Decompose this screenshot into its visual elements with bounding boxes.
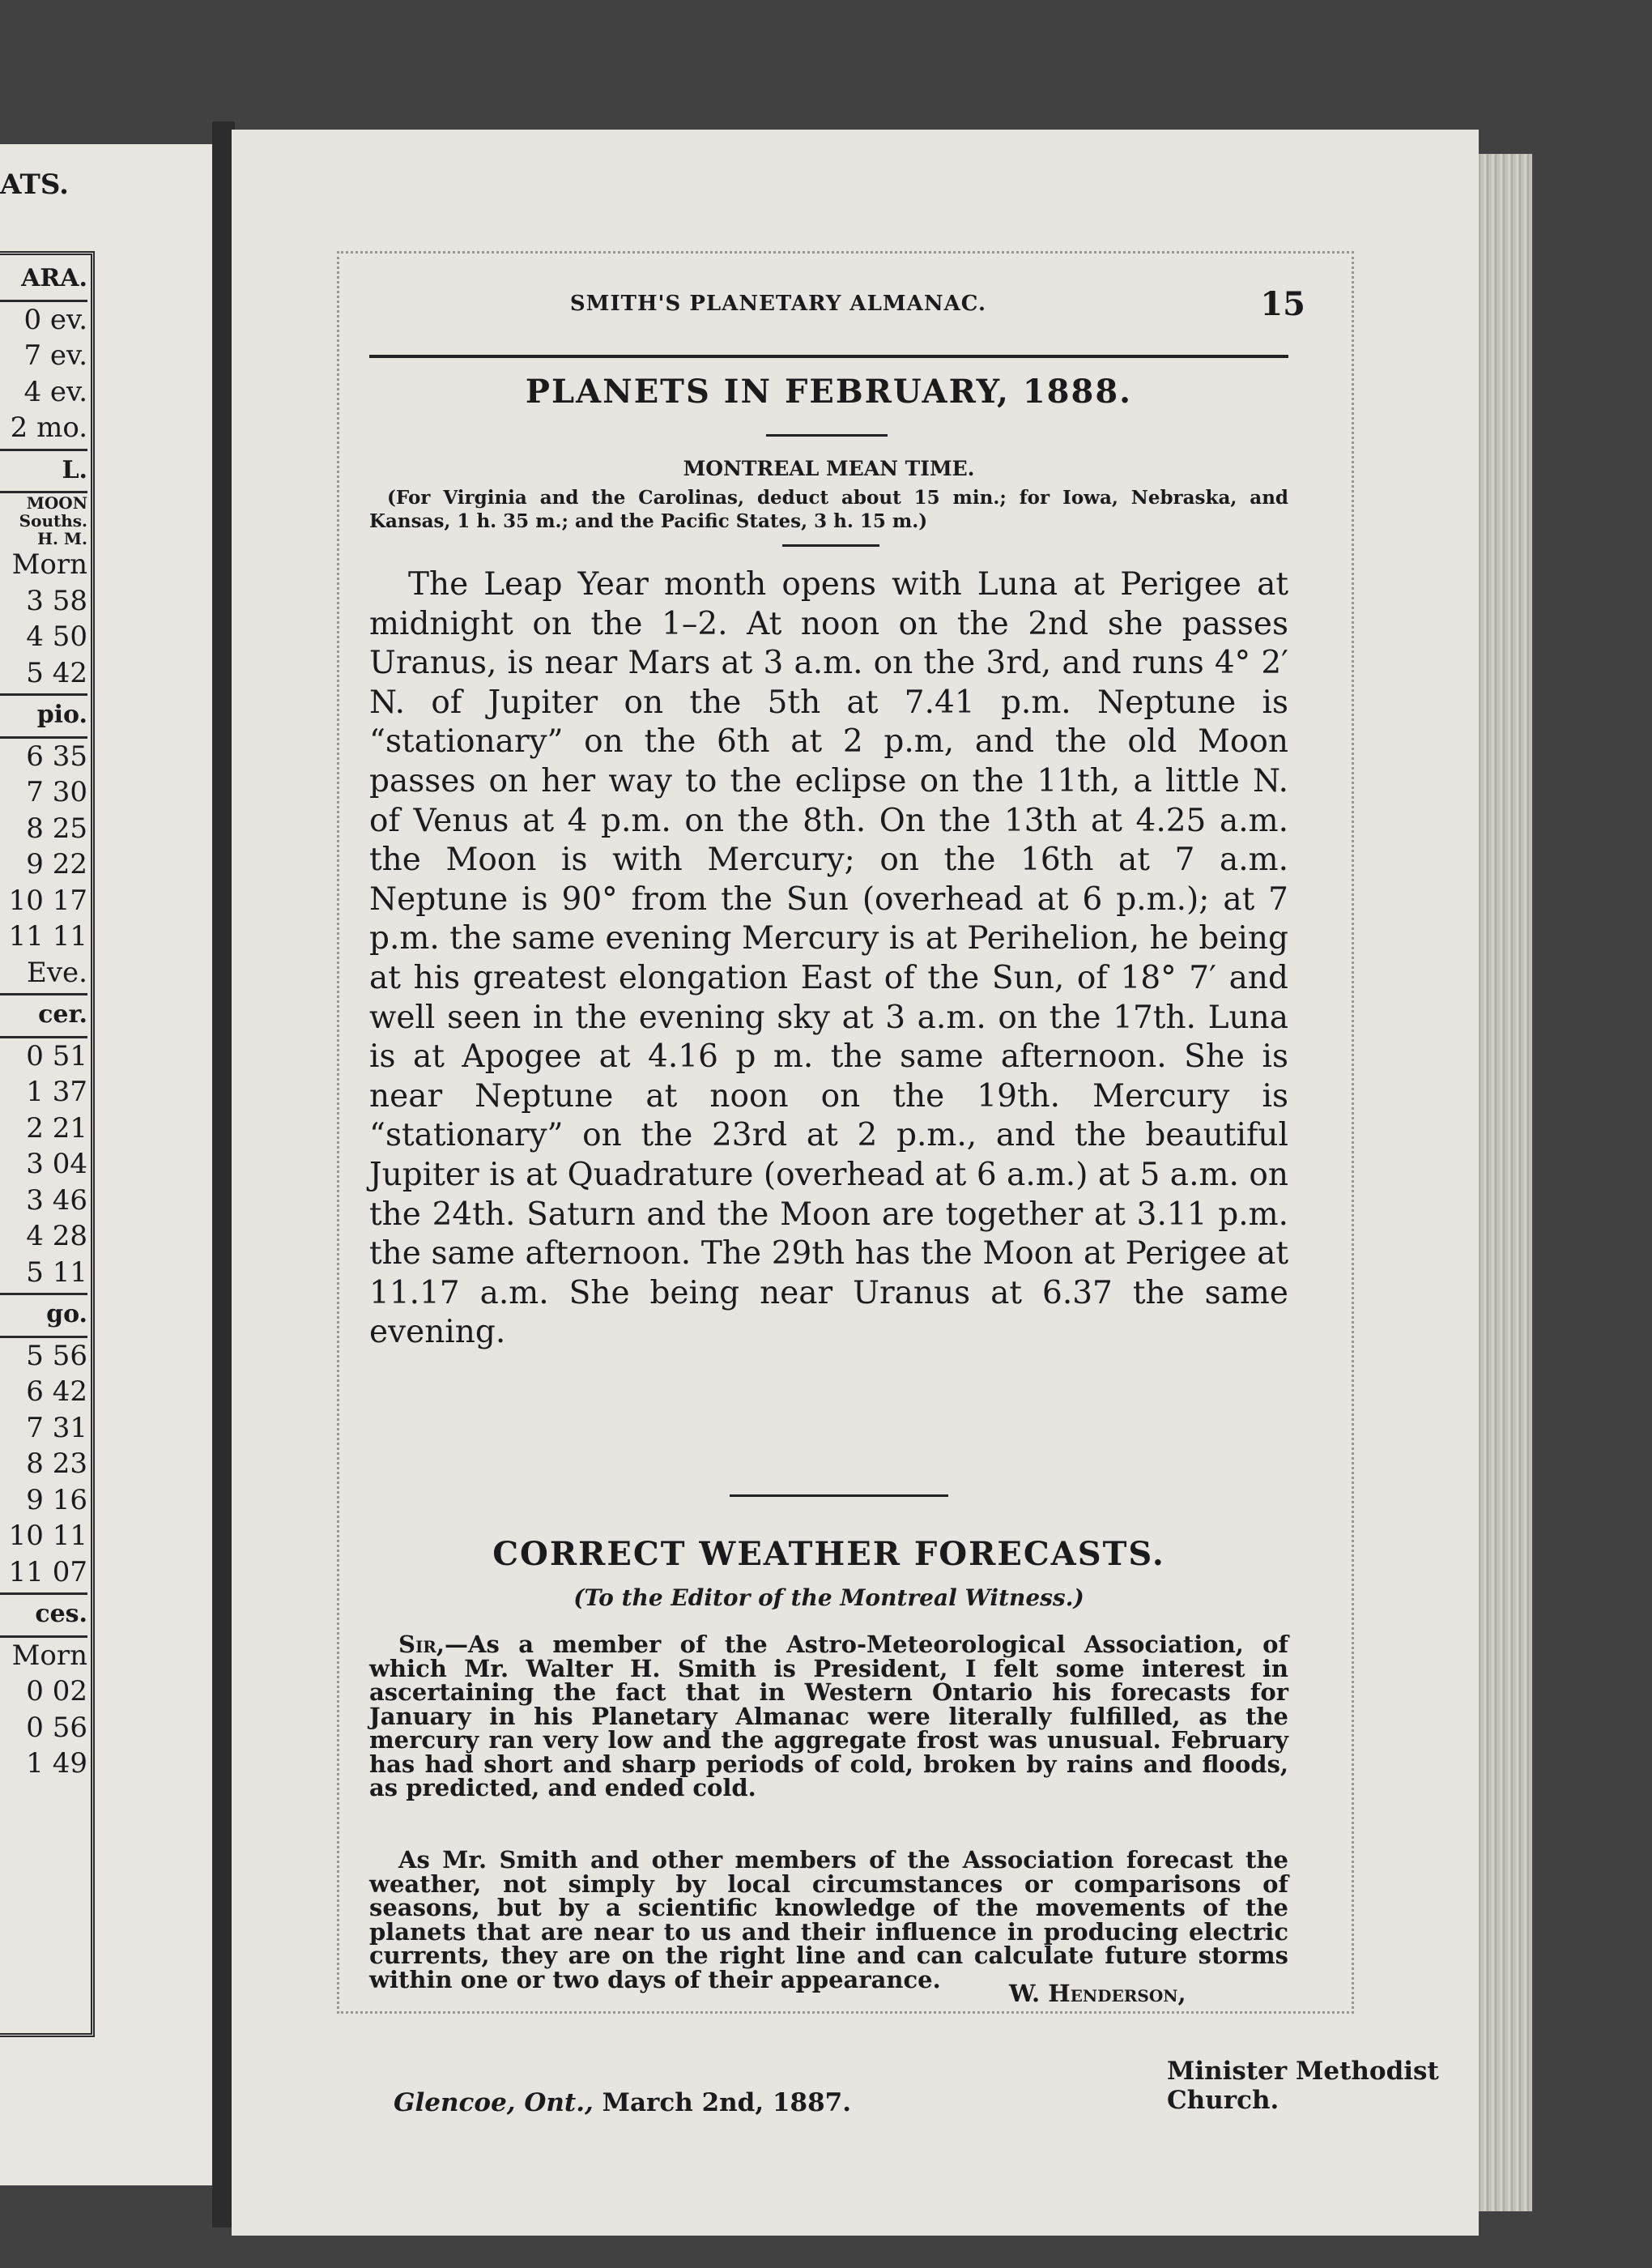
section-divider	[730, 1494, 948, 1497]
left-table-cell: 3 58	[26, 584, 87, 617]
left-table-cell: 1 49	[26, 1747, 87, 1780]
left-table-cell: Morn	[11, 548, 87, 581]
header-rule	[369, 355, 1288, 358]
planets-body-paragraph: The Leap Year month opens with Luna at Perigee at midnight on the 1–2. At noon on the 2nd she passes Uranus, is near Mars at 3 a.m. on the 3rd, and runs 4° 2′ N. of Jupiter on the 5th at 7.41 p.m. Neptune is “stationary” on the 6th at 2 p.m, and the old Moon passes on her way to the eclipse on the 11th, a little N. of Venus at 4 p.m. on the 8th. On the 13th at 4.25 a.m. the Moon is with Mercury; on the 16th at 7 a.m. Neptune is 90° from the Sun (overhead at 6 p.m.); at 7 p.m. the same evening Mercury is at Perihelion, he being at his greatest elongation East of the Sun, of 18° 7′ and well seen in the evening sky at 3 a.m. on the 17th. Luna is at Apogee at 4.16 p m. the same afternoon. She is near Neptune at noon on the 19th. Mercury is “stationary” on the 23rd at 2 p.m., and the beautiful Jupiter is at Quadrature (overhead at 6 a.m.) at 5 a.m. on the 24th. Saturn and the Moon are together at 3.11 p.m. the same afternoon. The 29th has the Moon at Perigee at 11.17 a.m. She being near Uranus at 6.37 the same evening.	[369, 566, 1288, 1351]
left-table-cell: 0 51	[26, 1039, 87, 1072]
left-table-cell: 5 42	[26, 656, 87, 689]
left-table-heading: ces.	[35, 1600, 87, 1628]
left-table-cell: 11 11	[8, 920, 87, 953]
rule-under-note	[782, 544, 879, 547]
left-table-heading: pio.	[36, 701, 87, 729]
left-table-cell: 8 25	[26, 812, 87, 845]
letter-dateline	[394, 2088, 851, 2117]
left-table-cell: 0 02	[26, 1675, 87, 1707]
left-table-cell: 4 ev.	[23, 375, 87, 408]
weather-heading: CORRECT WEATHER FORECASTS.	[492, 1535, 1165, 1573]
letter-place: Glencoe, Ont.,	[394, 2088, 594, 2117]
left-table-separator	[0, 693, 87, 696]
time-note: (For Virginia and the Carolinas, deduct about 15 min.; for Iowa, Nebraska, and Kansas, 1 h. 35 m.; and the Pacific States, 3 h. 15 m.)	[369, 487, 1288, 532]
left-table-separator	[0, 993, 87, 995]
left-table-cell: 5 11	[26, 1256, 87, 1289]
left-table-cell: Eve.	[27, 956, 87, 989]
left-table-cell: MOON	[26, 493, 87, 513]
left-table-heading: go.	[46, 1300, 87, 1328]
left-page-table	[0, 251, 95, 2037]
left-table-cell: 6 42	[26, 1375, 87, 1408]
left-table-cell: 6 35	[26, 740, 87, 773]
letter-paragraph-1	[369, 1633, 1288, 1801]
left-table-heading: L.	[62, 455, 87, 484]
left-table-separator	[0, 1635, 87, 1638]
left-table-cell: 2 21	[26, 1111, 87, 1145]
letter-date: March 2nd, 1887.	[602, 2088, 852, 2117]
left-table-cell: 10 11	[8, 1520, 87, 1552]
running-head	[361, 285, 1333, 340]
left-table-heading: ARA.	[21, 264, 87, 292]
letter-address: (To the Editor of the Montreal Witness.)	[573, 1584, 1084, 1611]
rule-under-heading	[766, 434, 888, 437]
left-table-cell: 7 31	[26, 1411, 87, 1444]
planets-heading: PLANETS IN FEBRUARY, 1888.	[525, 373, 1133, 411]
left-table-separator	[0, 1336, 87, 1338]
left-table-cell: 9 16	[26, 1483, 87, 1516]
page-number: 15	[1260, 285, 1305, 323]
left-table-heading: cer.	[38, 1000, 87, 1029]
left-table-cell: 2 mo.	[10, 411, 87, 444]
left-table-separator	[0, 300, 87, 302]
left-table-cell: 3 46	[26, 1183, 87, 1217]
signature-name: W. Henderson,	[1009, 1980, 1186, 2007]
left-table-cell: 0 ev.	[23, 303, 87, 336]
left-table-cell: 1 37	[26, 1076, 87, 1108]
left-table-cell: 0 56	[26, 1711, 87, 1744]
left-table-cell: 5 56	[26, 1339, 87, 1372]
left-table-cell: H. M.	[37, 529, 87, 548]
letter-paragraph-1-text: —As a member of the Astro-Meteorological Association, of which Mr. Walter H. Smith is President, I felt some interest in ascertaining the fact that in Western Ontario his forecasts for January in his Planetary Almanac were literally fulfilled, as the mercury ran very low and the aggregate frost was unusual. February has had short and sharp periods of cold, broken by rains and floods, as predicted, and ended cold.	[369, 1631, 1288, 1801]
left-table-separator	[0, 1036, 87, 1038]
left-table-separator	[0, 736, 87, 739]
left-table-cell: 11 07	[8, 1555, 87, 1588]
left-table-cell: 8 23	[26, 1447, 87, 1480]
running-head-title: SMITH'S PLANETARY ALMANAC.	[569, 292, 987, 316]
left-table-separator	[0, 1592, 87, 1595]
left-table-cell: 7 ev.	[23, 339, 87, 372]
left-table-cell: 4 28	[26, 1220, 87, 1252]
almanac-page	[232, 130, 1479, 2236]
letter-salutation: Sir,	[398, 1631, 445, 1658]
left-table-cell: 10 17	[8, 884, 87, 917]
letter-paragraph-2: As Mr. Smith and other members of the Association forecast the weather, not simply by local circumstances or comparisons of seasons, but by a scientific knowledge of the movements of the planets that are near to us and their influence in producing electric currents, they are on the right line and can calculate future storms within one or two days of their appearance.	[369, 1846, 1288, 1993]
left-table-cell: 7 30	[26, 776, 87, 808]
signature-title: Minister Methodist Church.	[1167, 2057, 1439, 2115]
left-table-separator	[0, 449, 87, 451]
left-table-cell: 9 22	[26, 848, 87, 880]
left-page-header: ATS.	[0, 168, 69, 201]
left-table-cell: Souths.	[19, 511, 87, 531]
left-table-cell: 3 04	[26, 1148, 87, 1180]
left-table-cell: 4 50	[26, 620, 87, 653]
left-page-fragment	[0, 144, 212, 2185]
left-table-separator	[0, 1293, 87, 1295]
left-table-cell: Morn	[11, 1639, 87, 1672]
time-subheading: MONTREAL MEAN TIME.	[683, 457, 975, 480]
